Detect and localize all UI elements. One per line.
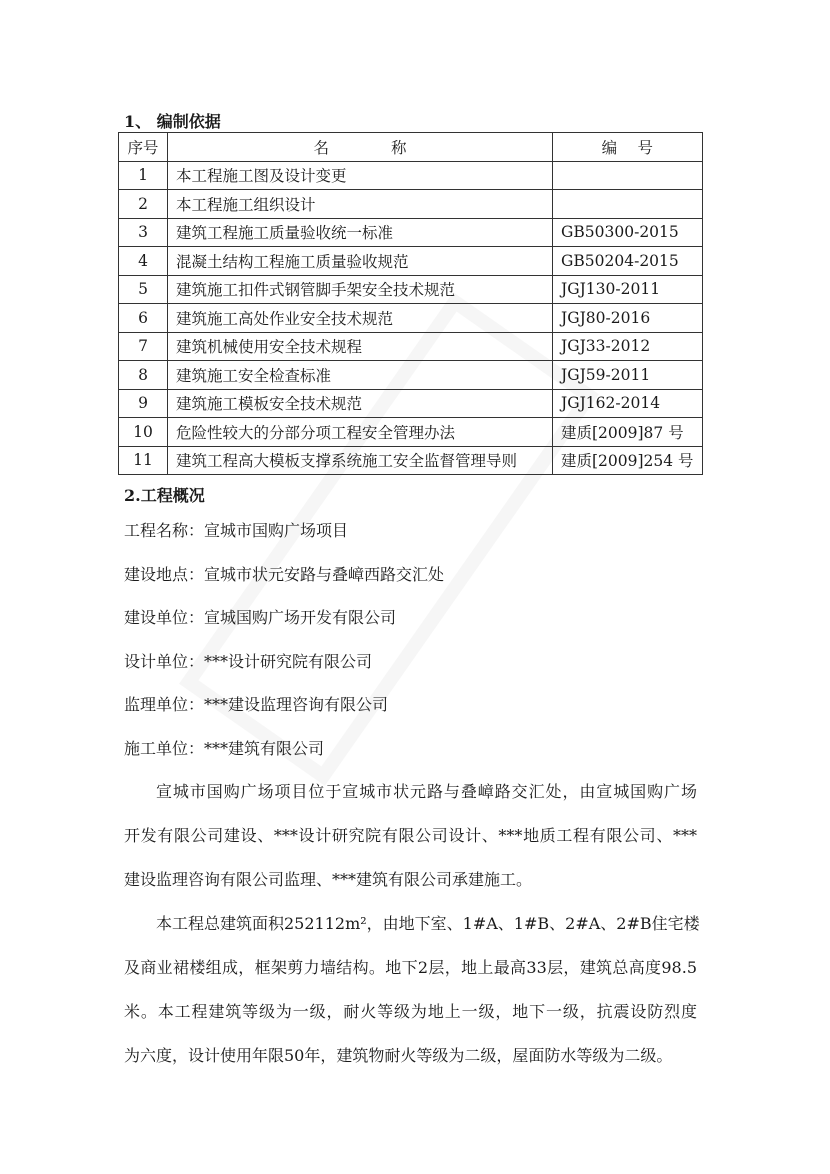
- info-line: 设计单位：***设计研究院有限公司: [124, 651, 373, 671]
- row-code: 建质[2009]254 号: [553, 446, 703, 475]
- table-header-row: [119, 133, 703, 162]
- section2-heading: 2.工程概况: [124, 486, 205, 505]
- header-name: 名 称: [168, 133, 553, 162]
- row-name: 建筑工程施工质量验收统一标准: [168, 218, 553, 247]
- row-number: 1: [119, 161, 168, 190]
- row-number: 7: [119, 332, 168, 361]
- row-number: 9: [119, 389, 168, 418]
- paragraph-line: 建设监理咨询有限公司监理、***建筑有限公司承建施工。: [124, 870, 533, 889]
- row-name: 建筑机械使用安全技术规程: [168, 332, 553, 361]
- row-number: 2: [119, 190, 168, 219]
- info-line: 工程名称：宣城市国购广场项目: [124, 521, 349, 540]
- row-code: JGJ80-2016: [553, 304, 703, 333]
- row-name: 建筑施工安全检查标准: [168, 361, 553, 390]
- row-code: JGJ33-2012: [553, 332, 703, 361]
- row-name: 建筑施工扣件式钢管脚手架安全技术规范: [168, 275, 553, 304]
- table-row: [119, 275, 703, 304]
- row-name: 建筑工程高大模板支撑系统施工安全监督管理导则: [168, 446, 553, 475]
- table-row: [119, 161, 703, 190]
- row-code: JGJ162-2014: [553, 389, 703, 418]
- header-code: 编 号: [553, 133, 703, 162]
- row-name: 本工程施工图及设计变更: [168, 161, 553, 190]
- table-row: [119, 218, 703, 247]
- paragraph-line: 宣城市国购广场项目位于宣城市状元路与叠嶂路交汇处，由宣城国购广场: [156, 782, 697, 801]
- row-number: 4: [119, 247, 168, 276]
- table-row: [119, 247, 703, 276]
- table-row: [119, 418, 703, 447]
- header-no: 序号: [119, 133, 168, 162]
- paragraph-line: 及商业裙楼组成，框架剪力墙结构。地下2层，地上最高33层，建筑总高度98.5: [124, 958, 697, 977]
- paragraph-line: 为六度，设计使用年限50年，建筑物耐火等级为二级，屋面防水等级为二级。: [124, 1046, 673, 1065]
- row-code: JGJ130-2011: [553, 275, 703, 304]
- table-row: [119, 446, 703, 475]
- row-code: JGJ59-2011: [553, 361, 703, 390]
- row-code: [553, 161, 703, 190]
- row-name: 危险性较大的分部分项工程安全管理办法: [168, 418, 553, 447]
- table-row: [119, 389, 703, 418]
- table-row: [119, 190, 703, 219]
- row-number: 3: [119, 218, 168, 247]
- row-number: 5: [119, 275, 168, 304]
- info-line: 监理单位：***建设监理咨询有限公司: [124, 695, 389, 715]
- row-number: 6: [119, 304, 168, 333]
- row-code: [553, 190, 703, 219]
- table-row: [119, 332, 703, 361]
- row-code: GB50300-2015: [553, 218, 703, 247]
- paragraph-line: 开发有限公司建设、***设计研究院有限公司设计、***地质工程有限公司、***: [124, 826, 697, 845]
- row-number: 11: [119, 446, 168, 475]
- info-line: 施工单位：***建筑有限公司: [124, 739, 325, 758]
- row-name: 混凝土结构工程施工质量验收规范: [168, 247, 553, 276]
- row-code: 建质[2009]87 号: [553, 418, 703, 447]
- table-row: [119, 304, 703, 333]
- info-line: 建设单位：宣城国购广场开发有限公司: [124, 608, 397, 628]
- row-name: 本工程施工组织设计: [168, 190, 553, 219]
- table-row: [119, 361, 703, 390]
- row-code: GB50204-2015: [553, 247, 703, 276]
- row-name: 建筑施工高处作业安全技术规范: [168, 304, 553, 333]
- info-line: 建设地点：宣城市状元安路与叠嶂西路交汇处: [124, 564, 445, 584]
- row-number: 10: [119, 418, 168, 447]
- basis-table: [118, 132, 703, 475]
- row-number: 8: [119, 361, 168, 390]
- paragraph-line: 米。本工程建筑等级为一级，耐火等级为地上一级，地下一级，抗震设防烈度: [124, 1002, 697, 1021]
- row-name: 建筑施工模板安全技术规范: [168, 389, 553, 418]
- paragraph-line: 本工程总建筑面积252112m²，由地下室、1#A、1#B、2#A、2#B住宅楼: [156, 914, 700, 933]
- section1-heading: 1、 编制依据: [124, 112, 221, 131]
